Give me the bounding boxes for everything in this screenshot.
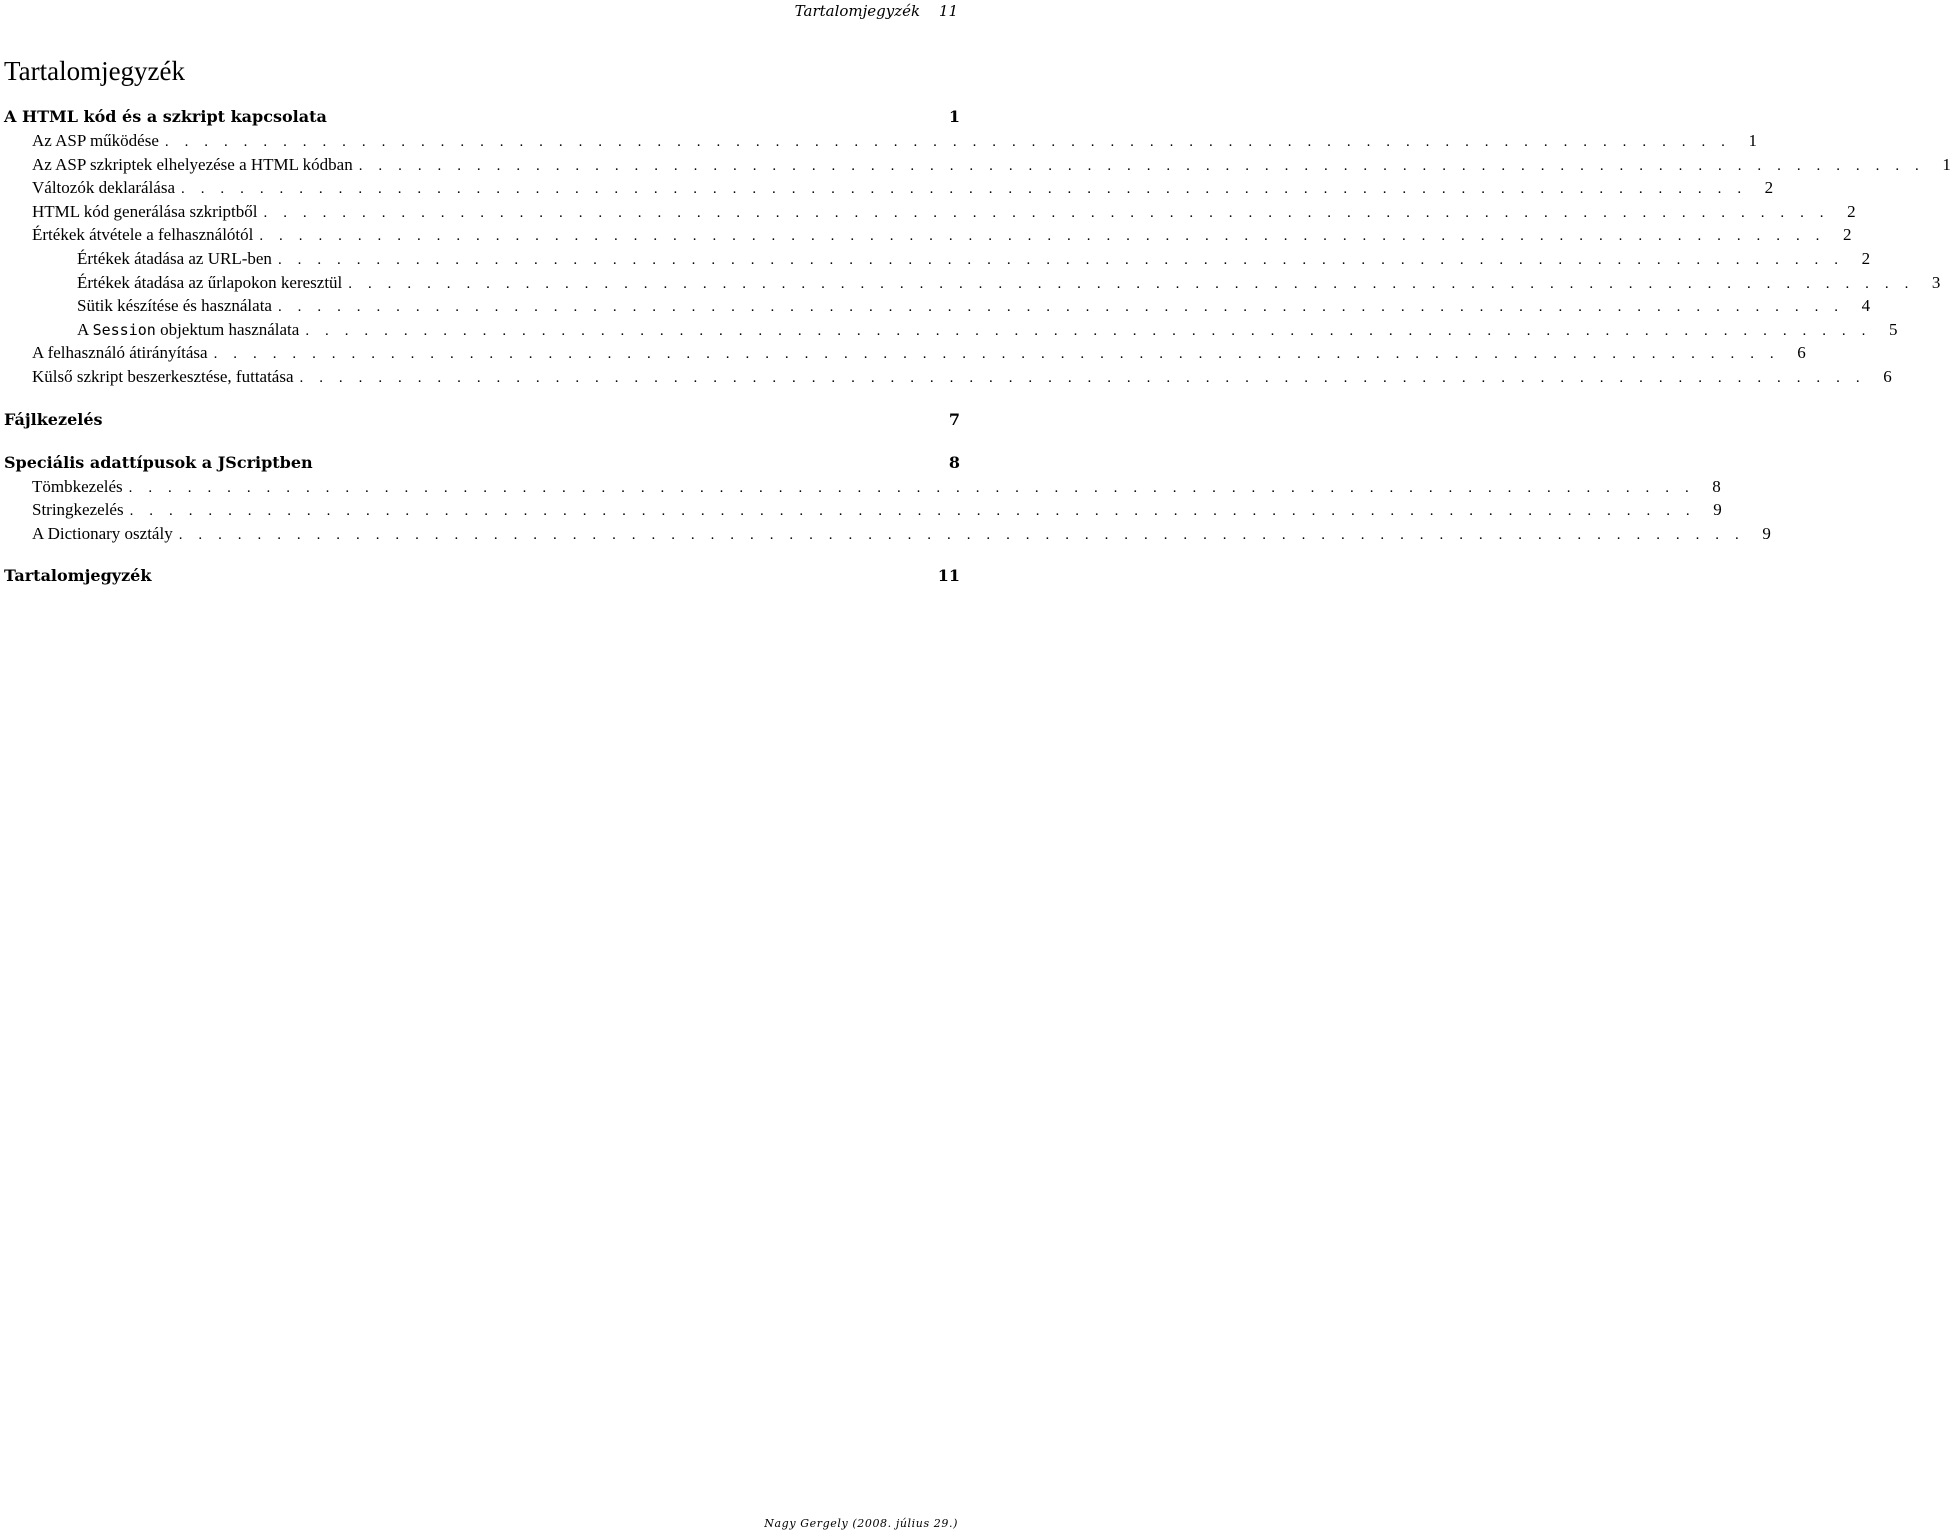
toc-entry-title bbox=[77, 318, 299, 343]
toc-entry-page-number: 4 bbox=[1861, 296, 1871, 316]
toc-entry-title-suffix: objektum használata bbox=[155, 319, 300, 339]
toc-entry-title bbox=[32, 176, 175, 200]
toc-entry-page-number: 1 bbox=[1748, 131, 1758, 150]
toc-entry-title bbox=[77, 271, 342, 295]
toc-entry[interactable] bbox=[4, 271, 1941, 295]
toc-entry-title bbox=[32, 153, 353, 177]
toc-entry-page-number: 5 bbox=[1888, 319, 1898, 339]
toc-entry-title-text: Sütik készítése és használata bbox=[77, 296, 272, 316]
running-header-page-number: 11 bbox=[938, 2, 958, 20]
toc-entry-title bbox=[32, 129, 159, 153]
toc-entry[interactable] bbox=[4, 223, 1852, 247]
dot-leader: . . . . . . . . . . . . . . . . . . . . . . . . . . . . . . . . . . . . . . . . . . . . . . . . . . . . . . . . . . . . . . . . . . . . . . . . . . . . . . . . bbox=[178, 526, 1745, 543]
toc-section-page-number: 8 bbox=[948, 452, 960, 472]
toc-section bbox=[4, 451, 1771, 546]
toc-entry-title-text: A bbox=[77, 319, 93, 339]
toc-entry-title bbox=[32, 522, 173, 546]
toc-entry-page-number: 6 bbox=[1797, 343, 1806, 363]
toc-section bbox=[4, 408, 960, 432]
toc-section-page-number: 7 bbox=[948, 409, 960, 429]
toc-section bbox=[4, 564, 960, 588]
toc-section-title: Speciális adattípusok a JScriptben bbox=[4, 452, 313, 472]
toc-entry[interactable] bbox=[4, 522, 1771, 546]
toc-entry-title-text: Az ASP szkriptek elhelyezése a HTML kódban bbox=[32, 154, 353, 174]
toc-entry-page-number: 8 bbox=[1712, 476, 1721, 496]
toc-entry-title-text: Értékek átadása az URL-ben bbox=[77, 248, 272, 268]
running-header bbox=[795, 0, 958, 22]
toc-entry-title-text: Értékek átvétele a felhasználótól bbox=[32, 225, 254, 245]
toc-entry-title-text: HTML kód generálása szkriptből bbox=[32, 201, 258, 221]
toc-entry-title bbox=[32, 200, 258, 224]
toc-entry-title-text: Változók deklarálása bbox=[32, 178, 176, 198]
toc-entry-page-number: 2 bbox=[1843, 225, 1852, 245]
dot-leader: . . . . . . . . . . . . . . . . . . . . . . . . . . . . . . . . . . . . . . . . . . . . . . . . . . . . . . . . . . . . . . . . . . . . . . . . . . . . . . . . bbox=[263, 204, 1830, 221]
dot-leader: . . . . . . . . . . . . . . . . . . . . . . . . . . . . . . . . . . . . . . . . . . . . . . . . . . . . . . . . . . . . . . . . . . . . . . . . . . . . . . . . bbox=[305, 322, 1872, 339]
dot-leader: . . . . . . . . . . . . . . . . . . . . . . . . . . . . . . . . . . . . . . . . . . . . . . . . . . . . . . . . . . . . . . . . . . . . . . . . . . . . . . . . bbox=[213, 346, 1780, 363]
toc-entry-title bbox=[32, 341, 208, 365]
toc-entry-title bbox=[32, 475, 123, 499]
toc-entry-page-number: 2 bbox=[1847, 201, 1856, 221]
toc-entry[interactable] bbox=[4, 153, 1951, 177]
toc-entry[interactable] bbox=[4, 365, 1892, 389]
toc-section-heading[interactable] bbox=[4, 564, 960, 588]
toc-entry-page-number: 6 bbox=[1883, 366, 1892, 386]
toc-section-heading[interactable] bbox=[4, 408, 960, 432]
dot-leader: . . . . . . . . . . . . . . . . . . . . . . . . . . . . . . . . . . . . . . . . . . . . . . . . . . . . . . . . . . . . . . . . . . . . . . . . . . . . . . . . bbox=[129, 503, 1696, 520]
toc-section-title: Fájlkezelés bbox=[4, 409, 103, 429]
toc-entry-title bbox=[32, 365, 294, 389]
toc-entry-title bbox=[32, 498, 124, 522]
toc-entry[interactable] bbox=[4, 129, 1758, 153]
toc-entry[interactable] bbox=[4, 294, 1871, 318]
dot-leader: . . . . . . . . . . . . . . . . . . . . . . . . . . . . . . . . . . . . . . . . . . . . . . . . . . . . . . . . . . . . . . . . . . . . . . . . . . . . . . . . bbox=[277, 251, 1845, 268]
toc-section-heading[interactable] bbox=[4, 451, 960, 475]
toc-entry[interactable] bbox=[4, 475, 1721, 499]
dot-leader: . . . . . . . . . . . . . . . . . . . . . . . . . . . . . . . . . . . . . . . . . . . . . . . . . . . . . . . . . . . . . . . . . . . . . . . . . . . . . . . . bbox=[299, 369, 1866, 386]
toc-entry-code-term: Session bbox=[92, 320, 156, 339]
toc-entry-title bbox=[77, 247, 272, 271]
toc-section-title: A HTML kód és a szkript kapcsolata bbox=[4, 107, 327, 126]
dot-leader: . . . . . . . . . . . . . . . . . . . . . . . . . . . . . . . . . . . . . . . . . . . . . . . . . . . . . . . . . . . . . . . . . . . . . . . . . . . . . . . . bbox=[259, 228, 1826, 245]
toc-entry[interactable] bbox=[4, 498, 1722, 522]
toc-entry-page-number: 9 bbox=[1762, 523, 1771, 543]
toc-entry-title-text: Az ASP működése bbox=[32, 131, 159, 150]
toc-entry[interactable] bbox=[4, 318, 1898, 342]
toc-entry-page-number: 1 bbox=[1942, 154, 1951, 174]
toc-section-page-number: 1 bbox=[948, 107, 960, 126]
toc-entry-title bbox=[32, 223, 253, 247]
toc-entry[interactable] bbox=[4, 341, 1806, 365]
toc-entry-title-text: A Dictionary osztály bbox=[32, 523, 173, 543]
toc-section-heading[interactable] bbox=[4, 105, 960, 129]
toc-entry[interactable] bbox=[4, 176, 1774, 200]
dot-leader: . . . . . . . . . . . . . . . . . . . . . . . . . . . . . . . . . . . . . . . . . . . . . . . . . . . . . . . . . . . . . . . . . . . . . . . . . . . . . . . . bbox=[128, 479, 1695, 496]
toc-section bbox=[4, 105, 1951, 389]
dot-leader: . . . . . . . . . . . . . . . . . . . . . . . . . . . . . . . . . . . . . . . . . . . . . . . . . . . . . . . . . . . . . . . . . . . . . . . . . . . . . . . . bbox=[348, 275, 1915, 292]
toc-entry-page-number: 9 bbox=[1713, 500, 1722, 520]
dot-leader: . . . . . . . . . . . . . . . . . . . . . . . . . . . . . . . . . . . . . . . . . . . . . . . . . . . . . . . . . . . . . . . . . . . . . . . . . . . . . . . . bbox=[277, 299, 1845, 316]
toc-entry[interactable] bbox=[4, 200, 1856, 224]
dot-leader: . . . . . . . . . . . . . . . . . . . . . . . . . . . . . . . . . . . . . . . . . . . . . . . . . . . . . . . . . . . . . . . . . . . . . . . . . . . . . . . . bbox=[181, 181, 1748, 198]
dot-leader: . . . . . . . . . . . . . . . . . . . . . . . . . . . . . . . . . . . . . . . . . . . . . . . . . . . . . . . . . . . . . . . . . . . . . . . . . . . . . . . . bbox=[164, 134, 1732, 150]
toc-section-page-number: 11 bbox=[937, 566, 960, 586]
toc-entry-title-text: Stringkezelés bbox=[32, 500, 124, 520]
toc-entry-page-number: 3 bbox=[1931, 272, 1941, 292]
running-header-title: Tartalomjegyzék bbox=[794, 2, 921, 20]
toc-entry-title-text: Külső szkript beszerkesztése, futtatása bbox=[32, 366, 294, 386]
toc-entry-title-text: A felhasználó átirányítása bbox=[32, 343, 208, 363]
dot-leader: . . . . . . . . . . . . . . . . . . . . . . . . . . . . . . . . . . . . . . . . . . . . . . . . . . . . . . . . . . . . . . . . . . . . . . . . . . . . . . . . bbox=[358, 157, 1925, 174]
toc-section-title: Tartalomjegyzék bbox=[4, 566, 152, 586]
table-of-contents bbox=[4, 105, 1951, 607]
page-title: Tartalomjegyzék bbox=[4, 56, 186, 86]
toc-entry-page-number: 2 bbox=[1764, 178, 1774, 198]
toc-entry[interactable] bbox=[4, 247, 1871, 271]
toc-entry-title bbox=[77, 294, 272, 318]
toc-entry-page-number: 2 bbox=[1861, 248, 1871, 268]
toc-entry-title-text: Értékek átadása az űrlapokon keresztül bbox=[77, 272, 343, 292]
page-footer: Nagy Gergely (2008. július 29.) bbox=[764, 1517, 958, 1530]
toc-entry-title-text: Tömbkezelés bbox=[32, 476, 123, 496]
